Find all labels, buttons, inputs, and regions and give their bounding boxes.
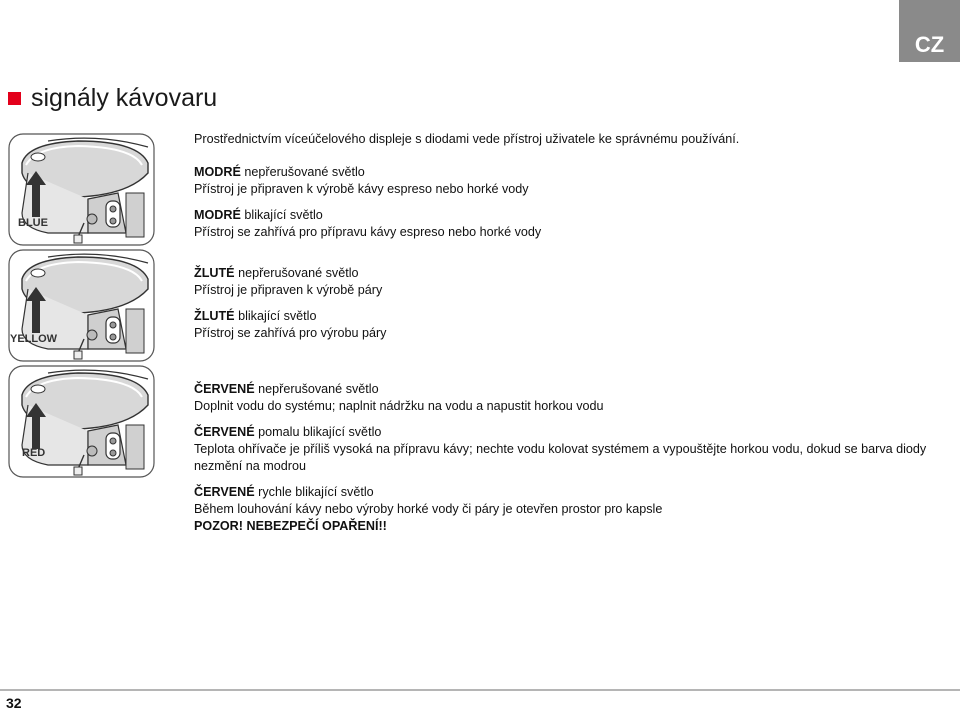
signal-heading (194, 164, 954, 181)
footer-divider (0, 689, 960, 691)
bullet-square-icon (8, 92, 21, 105)
signal-heading (194, 308, 954, 325)
page-title: signály kávovaru (31, 84, 218, 112)
signal-group-red (194, 381, 954, 535)
section-heading (8, 84, 217, 113)
intro-paragraph (194, 131, 954, 148)
signal-group-yellow (194, 265, 954, 342)
machine-illustration-blue (8, 133, 155, 246)
color-label: RED (22, 447, 46, 459)
signal-description: Přístroj je připraven k výrobě páry (194, 283, 383, 297)
signal-description: Přístroj se zahřívá pro výrobu páry (194, 326, 387, 340)
signal-description: Přístroj je připraven k výrobě kávy espreso nebo horké vody (194, 182, 529, 196)
signal-heading (194, 265, 954, 282)
signal-color: MODRÉ (194, 208, 241, 222)
signal-mode: rychle blikající světlo (258, 485, 374, 499)
signal-description: Přístroj se zahřívá pro přípravu kávy espreso nebo horké vody (194, 225, 542, 239)
signal-heading (194, 424, 954, 441)
signal-color: MODRÉ (194, 165, 241, 179)
signal-description: Doplnit vodu do systému; naplnit nádržku na vodu a napustit horkou vodu (194, 399, 604, 413)
warning-text: POZOR! NEBEZPEČÍ OPAŘENÍ!! (194, 519, 387, 533)
signal-mode: nepřerušované světlo (238, 266, 359, 280)
signal-heading (194, 207, 954, 224)
signal-mode: nepřerušované světlo (244, 165, 365, 179)
page-number: 32 (6, 695, 22, 711)
signal-mode: blikající světlo (238, 309, 317, 323)
machine-illustration-red (8, 365, 155, 478)
signal-color: ŽLUTÉ (194, 266, 235, 280)
signal-color: ČERVENÉ (194, 485, 255, 499)
signal-heading (194, 381, 954, 398)
signal-heading (194, 484, 954, 501)
signal-mode: nepřerušované světlo (258, 382, 379, 396)
coffee-machine-icon (8, 133, 155, 246)
signal-mode: blikající světlo (244, 208, 323, 222)
signal-color: ČERVENÉ (194, 425, 255, 439)
color-label: YELLOW (10, 333, 58, 345)
signal-color: ČERVENÉ (194, 382, 255, 396)
intro-text: Prostřednictvím víceúčelového displeje s diodami vede přístroj uživatele ke správnému používání. (194, 132, 740, 146)
coffee-machine-icon (8, 365, 155, 478)
language-tab: CZ (899, 0, 960, 62)
signal-group-blue (194, 164, 954, 241)
color-label: BLUE (18, 217, 48, 229)
signal-description: Během louhování kávy nebo výroby horké vody či páry je otevřen prostor pro kapsle (194, 502, 663, 516)
coffee-machine-icon (8, 249, 155, 362)
signal-mode: pomalu blikající světlo (258, 425, 382, 439)
signal-description: Teplota ohřívače je příliš vysoká na přípravu kávy; nechte vodu kolovat systémem a vypouštějte horkou vodu, dokud se barva diody nezmění na modrou (194, 442, 927, 473)
machine-illustration-yellow (8, 249, 155, 362)
signal-color: ŽLUTÉ (194, 309, 235, 323)
